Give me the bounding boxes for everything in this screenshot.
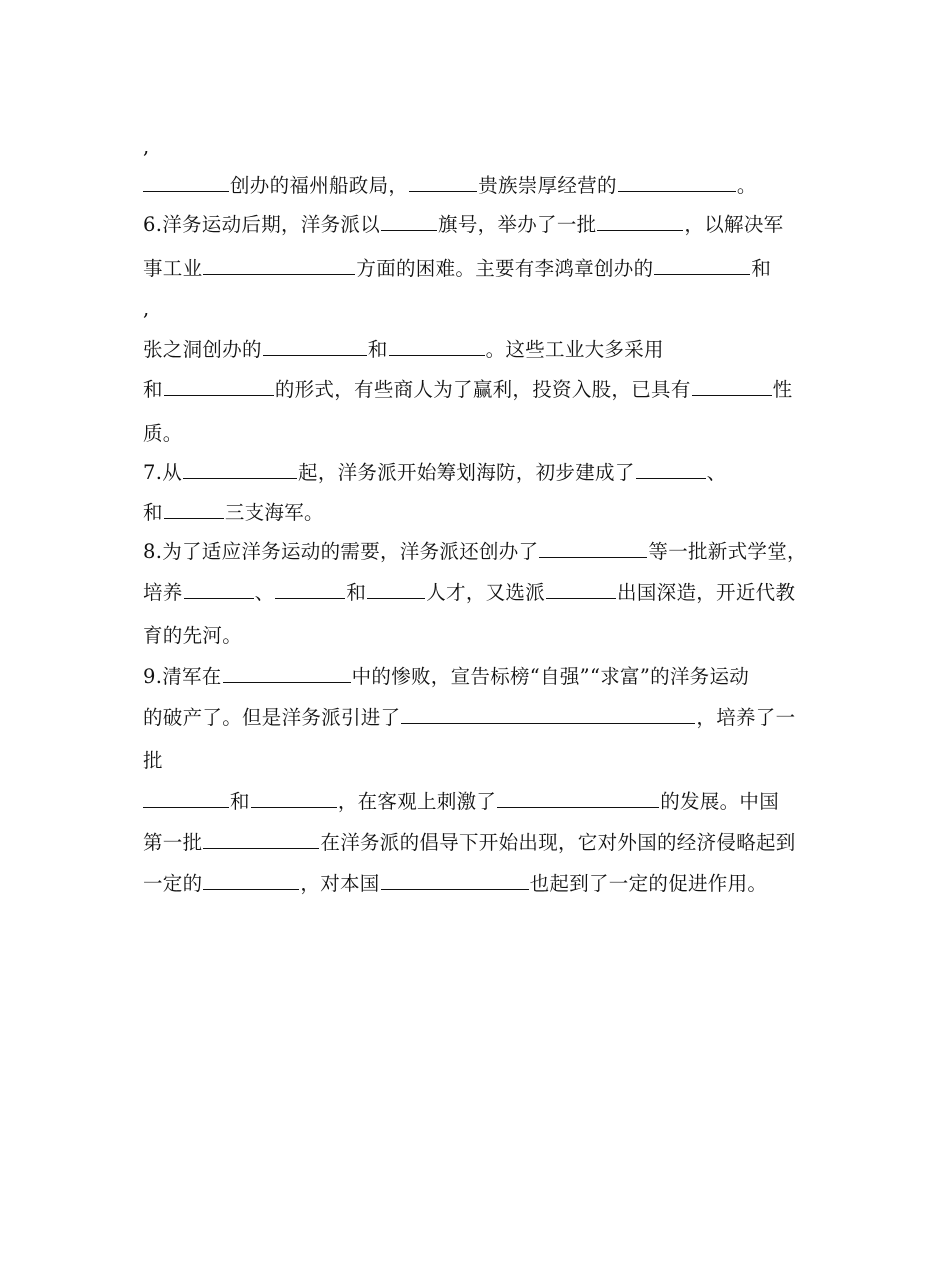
line-text: 人才，又选派	[426, 581, 546, 604]
fill-in-blank[interactable]	[203, 256, 355, 275]
question-9-line-5	[143, 828, 796, 858]
line-text: 7.从	[143, 461, 183, 484]
fill-in-blank[interactable]	[184, 580, 254, 599]
line-text: ，对本国	[300, 872, 380, 895]
fill-in-blank[interactable]	[497, 789, 659, 808]
line-text: 张之洞创办的	[143, 338, 262, 361]
line-text: 9.清军在	[143, 665, 222, 688]
fill-in-blank[interactable]	[618, 173, 736, 192]
line-text: 和	[367, 338, 388, 361]
line-text: ，以解决军	[684, 213, 784, 236]
line-text: 在洋务派的倡导下开始出现，它对外国的经济侵略起到	[320, 831, 796, 854]
fill-in-blank[interactable]	[692, 377, 772, 396]
fill-in-blank[interactable]	[164, 377, 274, 396]
question-9-line-3	[143, 746, 163, 776]
fill-in-blank[interactable]	[203, 830, 319, 849]
line-text: 。这些工业大多采用	[485, 338, 664, 361]
line-text: 的形式，有些商人为了赢利，投资入股，已具有	[274, 378, 691, 401]
question-9-line-6	[143, 869, 767, 899]
question-9-line-4	[143, 787, 779, 817]
question-8-line-3	[143, 621, 242, 651]
question-6-line-4	[143, 375, 792, 405]
question-7-line-2	[143, 498, 324, 528]
question-7-line-1	[143, 458, 726, 488]
fill-in-blank[interactable]	[183, 460, 297, 479]
fill-in-blank[interactable]	[546, 580, 616, 599]
line-text: 质。	[143, 422, 183, 445]
line-text: 事工业	[143, 257, 203, 280]
fill-in-blank[interactable]	[597, 212, 683, 231]
line-text: 和	[230, 790, 250, 813]
line-text: ,	[143, 297, 150, 320]
text-line-comma-1	[143, 132, 150, 162]
fill-in-blank[interactable]	[401, 705, 695, 724]
fill-in-blank[interactable]	[203, 871, 299, 890]
line-text: 中的惨败，宣告标榜“自强”“求富”的洋务运动	[351, 665, 750, 688]
line-text: 创办的福州船政局，	[230, 174, 409, 197]
fill-in-blank[interactable]	[636, 460, 706, 479]
line-text: 、	[254, 581, 275, 604]
question-6-line-5	[143, 419, 183, 449]
line-text: 出国深造，开近代教	[617, 581, 796, 604]
line-text: 6.洋务运动后期，洋务派以	[143, 213, 381, 236]
line-text: 的破产了。但是洋务派引进了	[143, 706, 401, 729]
fill-in-blank[interactable]	[381, 212, 437, 231]
line-text: 旗号，举办了一批	[438, 213, 597, 236]
fill-in-blank[interactable]	[143, 789, 229, 808]
line-text: ,	[143, 135, 150, 158]
line-text: 、	[706, 461, 727, 484]
question-8-line-2	[143, 578, 795, 608]
text-line-fuzhou	[143, 171, 757, 201]
line-text: 第一批	[143, 831, 203, 854]
text-line-comma-2	[143, 294, 150, 324]
line-text: 性	[772, 378, 793, 401]
fill-in-blank[interactable]	[251, 789, 337, 808]
question-6-line-2	[143, 254, 771, 284]
line-text: 的发展。中国	[660, 790, 780, 813]
line-text: 和	[346, 581, 367, 604]
line-text: ，培养了一	[696, 706, 796, 729]
line-text: 等一批新式学堂，	[648, 540, 807, 563]
line-text: 方面的困难。主要有李鸿章创办的	[356, 257, 654, 280]
line-text: 也起到了一定的促进作用。	[529, 872, 768, 895]
question-6-line-3	[143, 335, 664, 365]
fill-in-blank[interactable]	[654, 256, 750, 275]
fill-in-blank[interactable]	[381, 871, 529, 890]
question-6-line-1	[143, 210, 783, 240]
line-text: 。	[736, 174, 757, 197]
line-text: 一定的	[143, 872, 203, 895]
line-text: 8.为了适应洋务运动的需要，洋务派还创办了	[143, 540, 539, 563]
line-text: 贵族崇厚经营的	[478, 174, 617, 197]
line-text: 和	[751, 257, 772, 280]
question-8-line-1	[143, 537, 807, 567]
fill-in-blank[interactable]	[389, 337, 485, 356]
question-9-line-2	[143, 703, 795, 733]
fill-in-blank[interactable]	[263, 337, 367, 356]
fill-in-blank[interactable]	[367, 580, 425, 599]
fill-in-blank[interactable]	[223, 664, 351, 683]
line-text: 育的先河。	[143, 624, 243, 647]
question-9-line-1	[143, 662, 749, 692]
line-text: ，在客观上刺激了	[337, 790, 497, 813]
line-text: 和	[143, 501, 163, 524]
line-text: 三支海军。	[224, 501, 324, 524]
line-text: 起，洋务派开始筹划海防，初步建成了	[298, 461, 635, 484]
fill-in-blank[interactable]	[275, 580, 345, 599]
line-text: 批	[143, 749, 163, 772]
fill-in-blank[interactable]	[143, 173, 229, 192]
fill-in-blank[interactable]	[409, 173, 477, 192]
line-text: 培养	[143, 581, 183, 604]
line-text: 和	[143, 378, 163, 401]
fill-in-blank[interactable]	[164, 500, 224, 519]
fill-in-blank[interactable]	[539, 539, 647, 558]
